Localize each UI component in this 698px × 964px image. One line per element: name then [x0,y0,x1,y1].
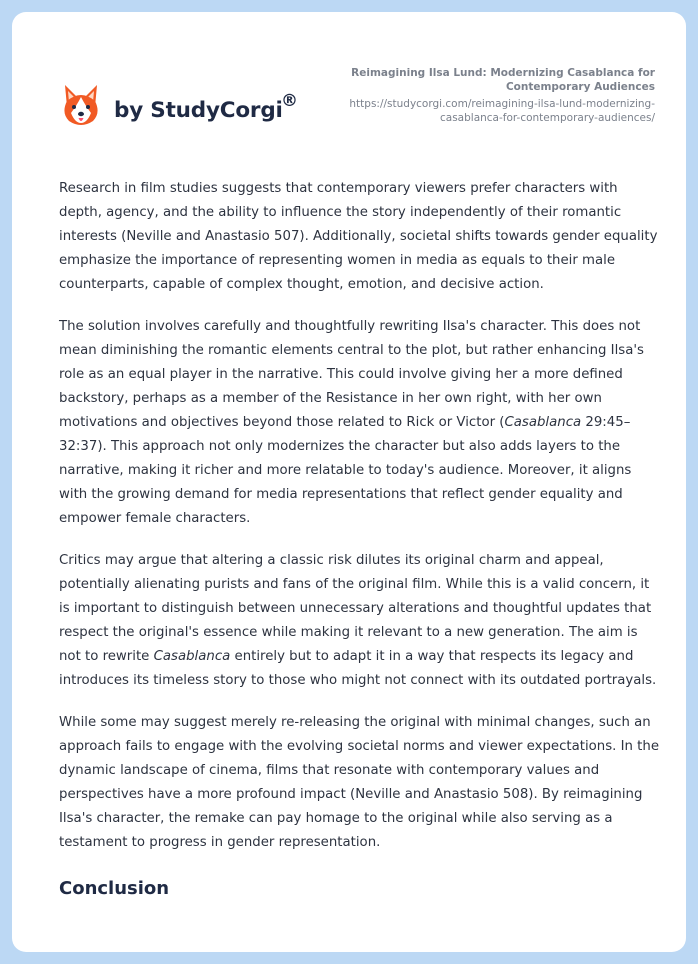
body-paragraph [59,711,661,855]
body-paragraph [59,177,661,297]
text-run: Critics may argue that altering a classic risk dilutes its original charm and appeal, potentially alienating purists and fans of the original film. While this is a valid concern, it is important to distinguish between unnecessary alterations and thoughtful updates that respect the original's essence while making it relevant to a new generation. The aim is not to rewrite [59,553,652,664]
document-title: Reimagining Ilsa Lund: Modernizing Casablanca for Contemporary Audiences [351,67,655,93]
text-run: 29:45–32:37). This approach not only modernizes the character but also adds layers to the narrative, making it richer and more relatable to today's audience. Moreover, it aligns with the growing demand for media representations that reflect gender equality and empower female characters. [59,415,632,526]
document-meta [315,66,655,125]
text-run: entirely but to adapt it in a way that respects its legacy and introduces its timeless story to those who might not connect with its outdated portrayals. [59,649,657,688]
text-run: The solution involves carefully and thoughtfully rewriting Ilsa's character. This does not mean diminishing the romantic elements central to the plot, but rather enhancing Ilsa's role as an equal player in the narrative. This could involve giving her a more defined backstory, perhaps as a member of the Resistance in her own right, with her own motivations and objectives beyond those related to Rick or Victor ( [59,319,644,430]
text-run: While some may suggest merely re-releasing the original with minimal changes, such an approach fails to engage with the evolving societal norms and viewer expectations. In the dynamic landscape of cinema, films that resonate with contemporary values and perspectives have a more profound impact (Neville and Anastasio 508). By reimagining Ilsa's character, the remake can pay homage to the original while also serving as a testament to progress in gender representation. [59,715,659,850]
paragraph-list [59,177,661,855]
body-paragraph [59,549,661,693]
text-run: Research in film studies suggests that contemporary viewers prefer characters with depth, agency, and the ability to influence the story independently of their romantic interests (Neville and Anastasio 507). Additionally, societal shifts towards gender equality emphasize the importance of representing women in media as equals to their male counterparts, capable of complex thought, emotion, and decisive action. [59,181,658,292]
italic-title: Casablanca [153,649,231,664]
document-page [12,12,686,952]
brand-name: by StudyCorgi [114,97,283,123]
italic-title: Casablanca [504,415,582,430]
registered-mark: ® [281,91,298,111]
section-heading: Conclusion [59,878,170,899]
document-url[interactable]: https://studycorgi.com/reimagining-ilsa-lund-modernizing-casablanca-for-contemporary-audiences/ [349,98,655,124]
essay-body [59,177,661,901]
corgi-head-icon [61,83,101,129]
body-paragraph [59,315,661,531]
studycorgi-logo[interactable] [61,76,298,136]
